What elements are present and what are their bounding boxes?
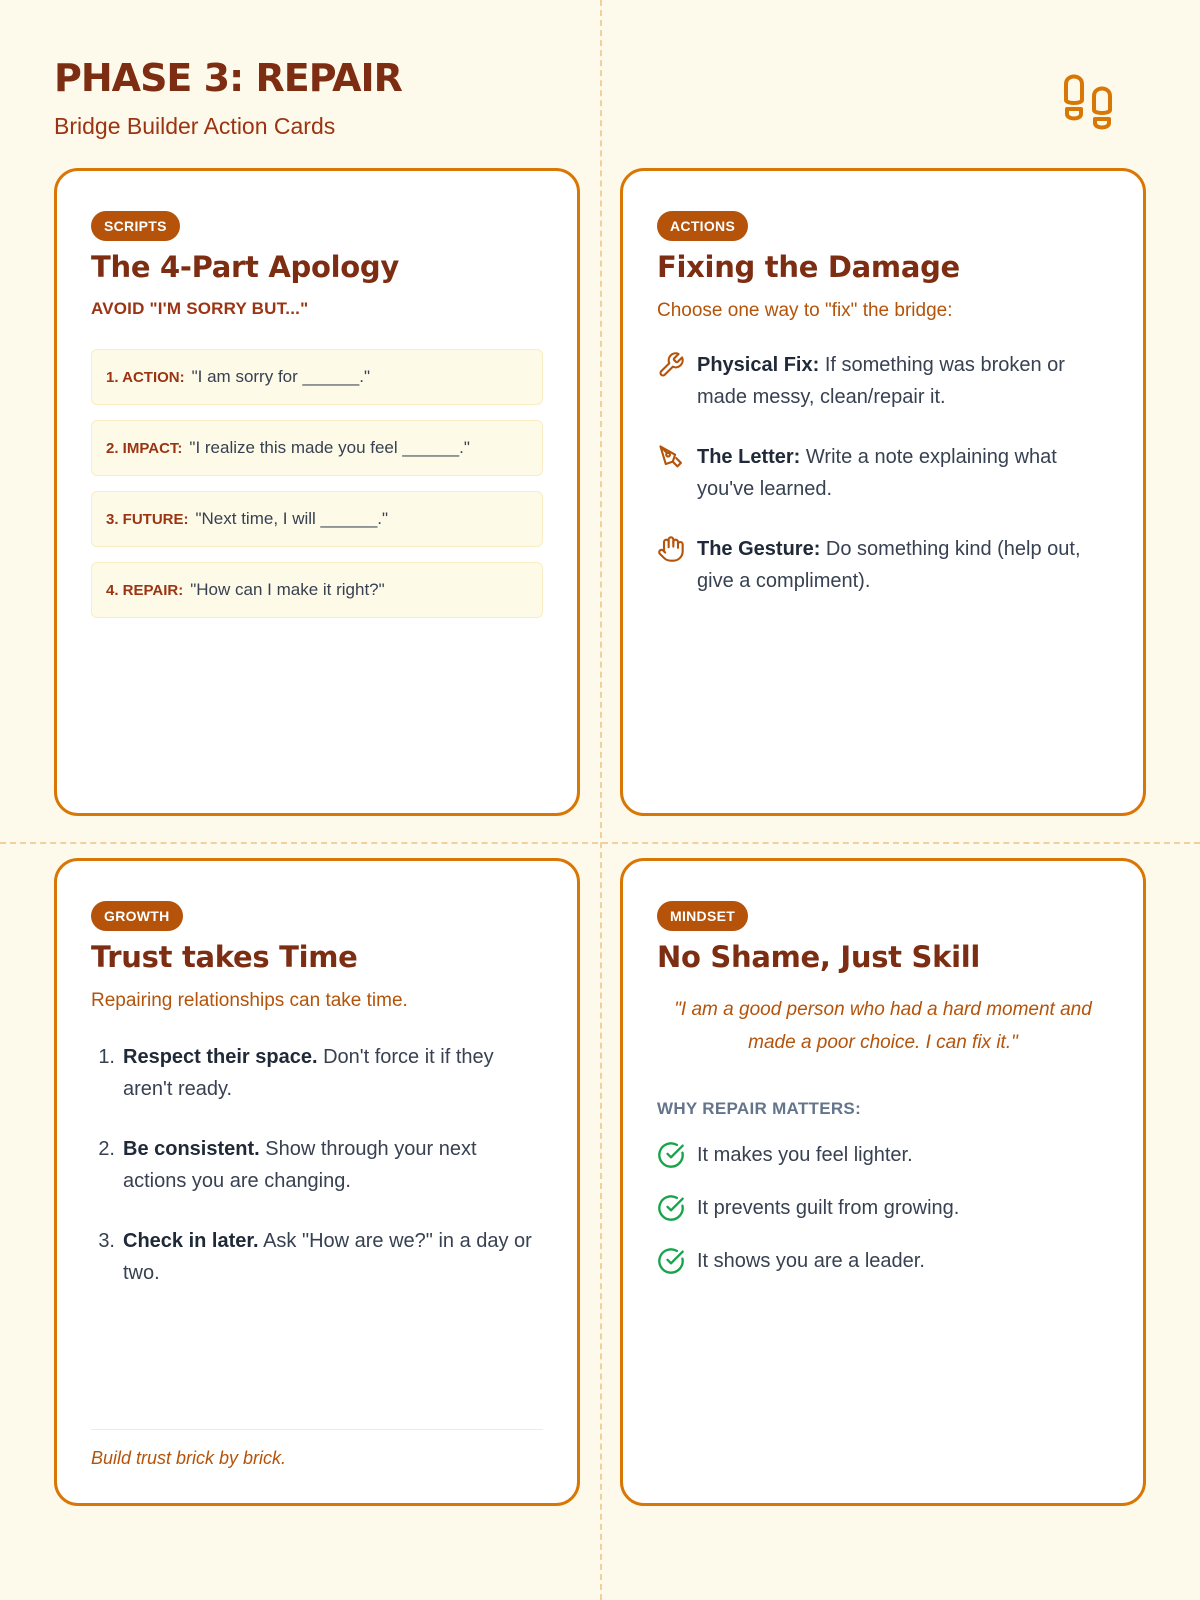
item-heading: Physical Fix:	[697, 354, 820, 376]
list-item	[657, 533, 1109, 597]
item-heading: The Gesture:	[697, 538, 821, 560]
check-circle-icon	[657, 1194, 685, 1222]
item-text: Do something kind (help out, give a compliment).	[697, 538, 1081, 592]
card-title: No Shame, Just Skill	[657, 940, 981, 974]
item-text: It makes you feel lighter.	[697, 1144, 913, 1166]
horizontal-cut-line	[0, 842, 1200, 844]
mindset-card	[620, 858, 1146, 1506]
card-intro: Repairing relationships can take time.	[91, 990, 408, 1011]
script-item	[91, 491, 543, 547]
category-badge: ACTIONS	[657, 211, 748, 241]
script-text: "I am sorry for ______."	[191, 367, 370, 386]
trust-card	[54, 858, 580, 1506]
list-number: 2.	[98, 1138, 115, 1160]
script-item	[91, 562, 543, 618]
script-list	[91, 349, 543, 618]
card-intro: Choose one way to "fix" the bridge:	[657, 300, 953, 321]
item-text: It shows you are a leader.	[697, 1250, 925, 1272]
script-text: "I realize this made you feel ______."	[189, 438, 470, 457]
list-item	[657, 349, 1109, 413]
checklist	[657, 1141, 1109, 1275]
list-item	[657, 441, 1109, 505]
page-header	[54, 54, 1146, 144]
item-text: Ask "How are we?" in a day or two.	[123, 1230, 532, 1284]
list-item	[91, 1225, 543, 1289]
item-heading: Respect their space.	[123, 1046, 318, 1068]
script-text: "Next time, I will ______."	[195, 509, 389, 528]
card-title: Trust takes Time	[91, 940, 358, 974]
mindset-quote: "I am a good person who had a hard moment and made a poor choice. I can fix it."	[674, 999, 1092, 1053]
list-number: 3.	[98, 1230, 115, 1252]
check-circle-icon	[657, 1247, 685, 1275]
footprints-icon	[1060, 66, 1118, 130]
page-subtitle: Bridge Builder Action Cards	[54, 113, 336, 139]
category-badge: MINDSET	[657, 901, 748, 931]
card-title: Fixing the Damage	[657, 250, 960, 284]
category-badge: GROWTH	[91, 901, 183, 931]
script-label: 1. ACTION:	[106, 368, 185, 386]
script-label: 3. FUTURE:	[106, 510, 189, 528]
script-item	[91, 420, 543, 476]
page-title: PHASE 3: REPAIR	[54, 56, 402, 100]
script-text: "How can I make it right?"	[190, 580, 385, 599]
card-footer: Build trust brick by brick.	[91, 1429, 543, 1469]
list-item	[657, 1247, 1109, 1275]
warning-text: AVOID "I'M SORRY BUT..."	[91, 299, 309, 318]
item-text: Show through your next actions you are changing.	[123, 1138, 477, 1192]
list-item	[91, 1133, 543, 1197]
script-label: 2. IMPACT:	[106, 439, 183, 457]
apology-card	[54, 168, 580, 816]
item-text: Don't force it if they aren't ready.	[123, 1046, 494, 1100]
section-heading: WHY REPAIR MATTERS:	[657, 1099, 862, 1118]
item-text: It prevents guilt from growing.	[697, 1197, 960, 1219]
item-text: If something was broken or made messy, clean/repair it.	[697, 354, 1065, 408]
check-circle-icon	[657, 1141, 685, 1169]
fixing-damage-card	[620, 168, 1146, 816]
script-item	[91, 349, 543, 405]
list-number: 1.	[98, 1046, 115, 1068]
item-text: Write a note explaining what you've learned.	[697, 446, 1057, 500]
item-heading: The Letter:	[697, 446, 801, 468]
item-heading: Check in later.	[123, 1230, 259, 1252]
wrench-icon	[657, 351, 685, 379]
vertical-cut-line	[600, 0, 602, 1600]
numbered-list	[91, 1041, 543, 1289]
hand-icon	[657, 535, 685, 563]
item-heading: Be consistent.	[123, 1138, 260, 1160]
script-label: 4. REPAIR:	[106, 581, 184, 599]
action-list	[657, 349, 1109, 597]
list-item	[91, 1041, 543, 1105]
card-title: The 4-Part Apology	[91, 250, 399, 284]
pen-icon	[657, 443, 685, 471]
list-item	[657, 1194, 1109, 1222]
category-badge: SCRIPTS	[91, 211, 180, 241]
list-item	[657, 1141, 1109, 1169]
